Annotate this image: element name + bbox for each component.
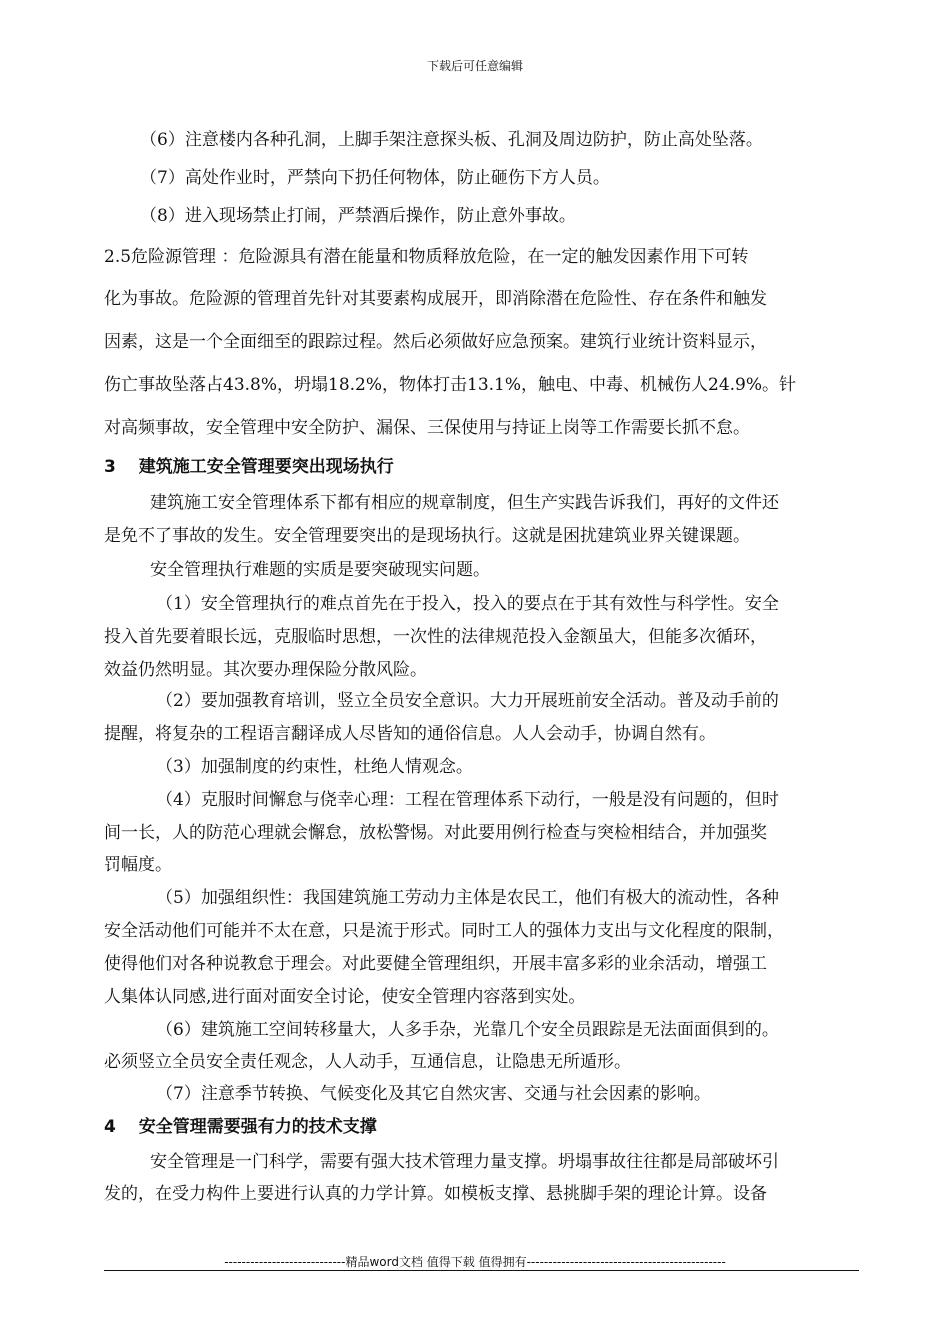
text-line: 发的，在受力构件上要进行认真的力学计算。如模板支撑、悬挑脚手架的理论计算。设备 — [104, 1184, 767, 1204]
page-footer: ----------------------------精品word文档 值得下载 值得拥有---------------------------------------------- — [224, 1255, 726, 1269]
text-line: （8）进入现场禁止打闹，严禁酒后操作，防止意外事故。 — [140, 206, 576, 226]
text-line: 间一长，人的防范心理就会懈怠，放松警惕。对此要用例行检查与突检相结合，并加强奖 — [104, 823, 767, 843]
text-line: 因素，这是一个全面细至的跟踪过程。然后必须做好应急预案。建筑行业统计资料显示， — [104, 332, 767, 352]
text-line: 投入首先要着眼长远，克服临时思想，一次性的法律规范投入金额虽大，但能多次循环， — [104, 627, 767, 647]
text-line: 使得他们对各种说教怠于理会。对此要健全管理组织，开展丰富多彩的业余活动，增强工 — [104, 954, 767, 974]
section-heading: 4 安全管理需要强有力的技术支撑 — [104, 1117, 377, 1137]
text-line: （4）克服时间懈怠与侥幸心理：工程在管理体系下动行，一般是没有问题的，但时 — [156, 790, 779, 810]
text-line: （7）注意季节转换、气候变化及其它自然灾害、交通与社会因素的影响。 — [156, 1084, 711, 1104]
text-line: 2.5危险源管理 ：危险源具有潜在能量和物质释放危险，在一定的触发因素作用下可转 — [104, 247, 749, 267]
footer-rule — [104, 1270, 859, 1271]
text-line: 必须竖立全员安全责任观念，人人动手，互通信息，让隐患无所遁形。 — [104, 1052, 631, 1072]
text-line: 罚幅度。 — [104, 855, 172, 875]
text-line: （7）高处作业时，严禁向下扔任何物体，防止砸伤下方人员。 — [140, 168, 610, 188]
text-line: （6）建筑施工空间转移量大，人多手杂，光靠几个安全员跟踪是无法面面俱到的。 — [156, 1020, 779, 1040]
text-line: 伤亡事故坠落占43.8%，坍塌18.2%，物体打击13.1%，触电、中毒、机械伤人24.9%。针 — [104, 375, 797, 395]
text-line: 人集体认同感,进行面对面安全讨论，使安全管理内容落到实处。 — [104, 987, 586, 1007]
text-line: 对高频事故，安全管理中安全防护、漏保、三保使用与持证上岗等工作需要长抓不怠。 — [104, 418, 750, 438]
page-header: 下载后可任意编辑 — [426, 59, 523, 73]
text-line: （1）安全管理执行的难点首先在于投入，投入的要点在于其有效性与科学性。安全 — [156, 594, 779, 614]
text-line: （5）加强组织性：我国建筑施工劳动力主体是农民工，他们有极大的流动性，各种 — [156, 888, 779, 908]
text-line: 安全活动他们可能并不太在意，只是流于形式。同时工人的强体力支出与文化程度的限制， — [104, 921, 784, 941]
text-line: （2）要加强教育培训，竖立全员安全意识。大力开展班前安全活动。普及动手前的 — [156, 691, 779, 711]
text-line: 安全管理是一门科学，需要有强大技术管理力量支撑。坍塌事故往往都是局部破坏引 — [150, 1152, 779, 1172]
text-line: 安全管理执行难题的实质是要突破现实问题。 — [150, 560, 490, 580]
text-line: （3）加强制度的约束性，杜绝人情观念。 — [156, 757, 473, 777]
text-line: 效益仍然明显。其次要办理保险分散风险。 — [104, 660, 427, 680]
text-line: （6）注意楼内各种孔洞，上脚手架注意探头板、孔洞及周边防护，防止高处坠落。 — [140, 130, 763, 150]
text-line: 提醒，将复杂的工程语言翻译成人尽皆知的通俗信息。人人会动手，协调自然有。 — [104, 724, 716, 744]
text-line: 是免不了事故的发生。安全管理要突出的是现场执行。这就是困扰建筑业界关键课题。 — [104, 526, 750, 546]
section-heading: 3 建筑施工安全管理要突出现场执行 — [104, 457, 394, 477]
text-line: 化为事故。危险源的管理首先针对其要素构成展开，即消除潜在危险性、存在条件和触发 — [104, 289, 767, 309]
text-line: 建筑施工安全管理体系下都有相应的规章制度，但生产实践告诉我们，再好的文件还 — [150, 493, 779, 513]
